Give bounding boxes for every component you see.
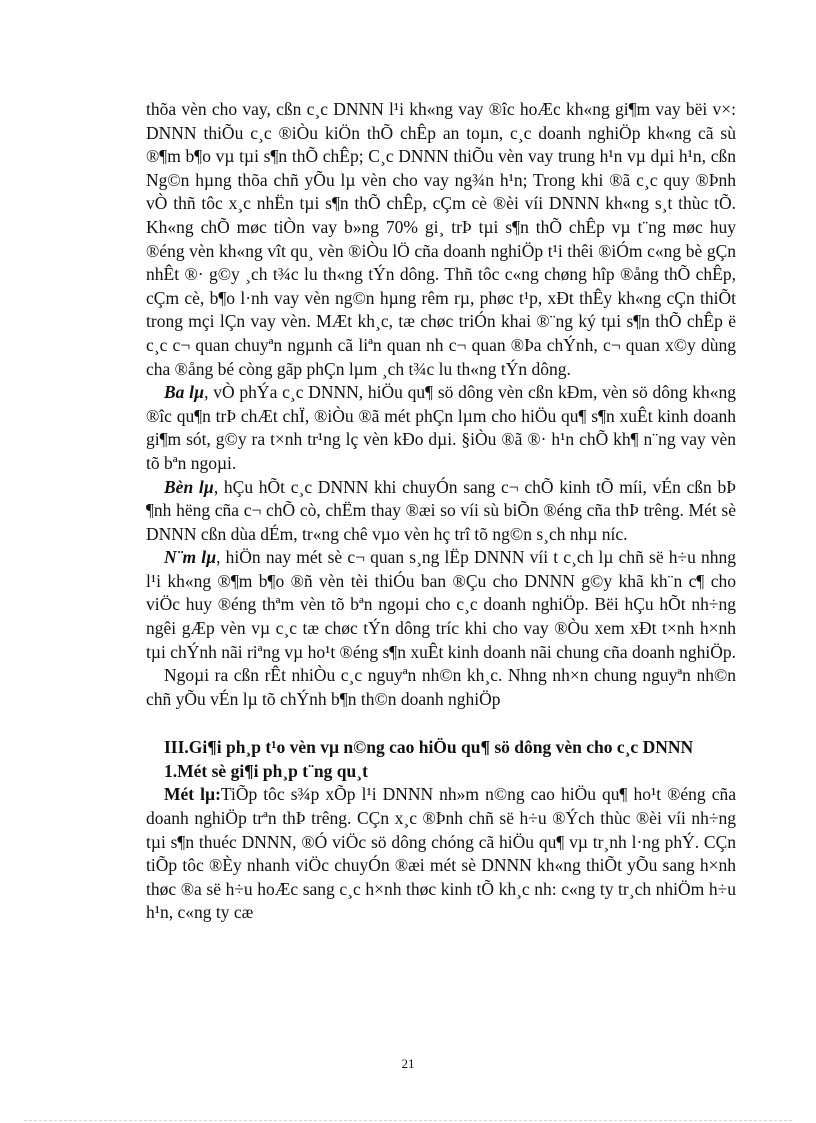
document-page — [146, 98, 736, 925]
page-number: 21 — [401, 1056, 415, 1071]
paragraph-2-lead: Ba lµ — [164, 382, 205, 403]
section-heading: III.Gi¶i ph¸p t¹o vèn vµ n©ng cao hiÖu qu¶ sö dông vèn cho c¸c DNNN — [164, 737, 694, 758]
paragraph-4-lead: N¨m lµ — [164, 547, 217, 568]
paragraph-3-body: , hÇu hÕt c¸c DNNN khi chuyÓn sang c¬ chÕ kinh tÕ míi, vÉn cßn bÞ ¶nh hëng cña c¬ chÕ cò, chËm thay ®æi so víi sù biÕn ®éng cña thÞ trêng. Mét sè DNNN cßn dùa dÉm, tr«ng chê vµo vèn hç trî tõ ng©n s¸ch nhµ níc. — [146, 476, 736, 544]
paragraph-2-body: , vÒ phÝa c¸c DNNN, hiÖu qu¶ sö dông vèn cßn kÐm, vèn sö dông kh«ng ®îc qu¶n trÞ chÆt chÏ, ®iÒu ®ã mét phÇn lµm cho hiÖu qu¶ s¶n xuÊt kinh doanh gi¶m sót, g©y ra t×nh tr¹ng lç vèn kÐo dµi. §iÒu ®ã ®· h¹n chÕ kh¶ n¨ng vay vèn tõ bªn ngoµi. — [146, 382, 737, 473]
paragraph-6-body: TiÕp tôc s¾p xÕp l¹i DNNN nh»m n©ng cao hiÖu qu¶ ho¹t ®éng cña doanh nghiÖp trªn thÞ trêng. CÇn x¸c ®Þnh chñ së h÷u ®Ých thùc ®èi víi nh÷ng tµi s¶n thuéc DNNN, ®Ó viÖc sö dông chóng cã hiÖu qu¶ vµ tr¸nh l·ng phÝ. CÇn tiÕp tôc ®Èy nhanh viÖc chuyÓn ®æi mét sè DNNN kh«ng thiÕt yÕu sang h×nh thøc ®a së h÷u hoÆc sang c¸c h×nh thøc kinh tÕ kh¸c nh: c«ng ty tr¸ch nhiÖm h÷u h¹n, c«ng ty cæ — [146, 784, 736, 923]
paragraph-4 — [146, 546, 736, 664]
paragraph-3 — [146, 476, 736, 547]
paragraph-6 — [146, 783, 736, 925]
paragraph-2 — [146, 381, 736, 475]
paragraph-6-lead: Mét lµ: — [164, 784, 221, 805]
paragraph-5: Ngoµi ra cßn rÊt nhiÒu c¸c nguyªn nh©n kh¸c. Nhng nh×n chung nguyªn nh©n chñ yÕu vÉn lµ tõ chÝnh b¶n th©n doanh nghiÖp — [146, 665, 736, 709]
paragraph-1: thõa vèn cho vay, cßn c¸c DNNN l¹i kh«ng vay ®îc hoÆc kh«ng gi¶m vay bëi v×: DNNN thiÕu c¸c ®iÒu kiÖn thÕ chÊp an toµn, c¸c doanh nghiÖp kh«ng cã sù ®¶m b¶o vµ tµi s¶n thÕ chÊp; C¸c DNNN thiÕu vèn vay trung h¹n vµ dµi h¹n, cßn Ng©n hµng thõa chñ yÕu lµ vèn cho vay ng¾n h¹n; Trong khi ®ã c¸c quy ®Þnh vÒ thñ tôc x¸c nhËn tµi s¶n thÕ chÊp, cÇm cè ®èi víi DNNN kh«ng s¸t thùc tÕ. Kh«ng chÕ møc tiÒn vay b»ng 70% gi¸ trÞ tµi s¶n thÕ chÊp vµ t¨ng møc huy ®éng vèn kh«ng vît qu¸ vèn ®iÒu lÖ cña doanh nghiÖp t¹i thêi ®iÓm c«ng bè gÇn nhÊt ®· g©y ¸ch t¾c lu th«ng tÝn dông. Thñ tôc c«ng chøng hîp ®ång thÕ chÊp, cÇm cè, b¶o l·nh vay vèn ng©n hµng rêm rµ, phøc t¹p, xÐt thÊy kh«ng cÇn thiÕt trong mçi lÇn vay vèn. MÆt kh¸c, tæ chøc triÓn khai ®¨ng ký tµi s¶n thÕ chÊp ë c¸c c¬ quan chuyªn ngµnh cã liªn quan nh c¬ quan ®Þa chÝnh, c¬ quan x©y dùng cha ®ång bé còng gãp phÇn lµm ¸ch t¾c lu th«ng tÝn dông. — [146, 99, 736, 379]
section-subheading: 1.Mét sè gi¶i ph¸p t¨ng qu¸t — [164, 761, 368, 782]
paragraph-3-lead: Bèn lµ — [164, 476, 214, 497]
page-bottom-divider — [24, 1120, 792, 1121]
paragraph-4-body: , hiÖn nay mét sè c¬ quan s¸ng lËp DNNN víi t c¸ch lµ chñ së h÷u nhng l¹i kh«ng ®¶m b¶o ®ñ vèn tèi thiÓu ban ®Çu cho DNNN g©y khã kh¨n c¶ cho viÖc huy ®éng thªm vèn tõ bªn ngoµi cho c¸c doanh nghiÖp. Bëi hÇu hÕt nh÷ng ngêi gÆp vèn vµ c¸c tæ chøc tÝn dông tríc khi cho vay ®Òu xem xÐt t×nh h×nh tµi chÝnh nãi riªng vµ ho¹t ®éng s¶n xuÊt kinh doanh nãi chung cña doanh nghiÖp. — [146, 547, 736, 662]
